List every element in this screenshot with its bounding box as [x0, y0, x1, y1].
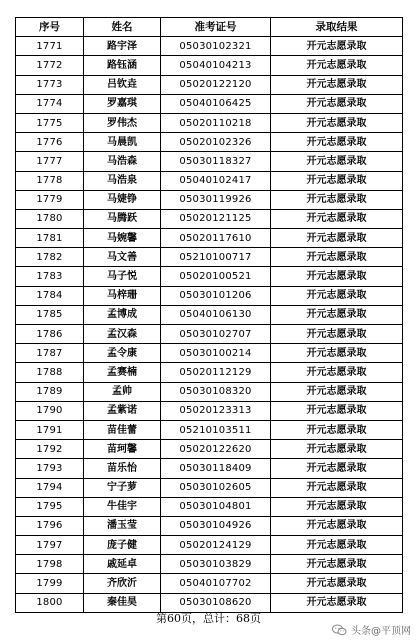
table-row	[16, 420, 403, 439]
table-row	[16, 497, 403, 516]
watermark-text: 头条@平顶网	[351, 626, 411, 637]
table-row	[16, 267, 403, 286]
ticket-number-cell: 05030118409	[161, 459, 271, 478]
name-cell: 罗伟杰	[84, 113, 161, 132]
serial-number-cell: 1787	[16, 344, 84, 363]
serial-number-cell: 1771	[16, 37, 84, 56]
ticket-number-cell: 05210103511	[161, 420, 271, 439]
ticket-number-cell: 05020122620	[161, 440, 271, 459]
admission-results-table	[15, 17, 403, 613]
serial-number-cell: 1779	[16, 190, 84, 209]
ticket-number-cell: 05020122120	[161, 75, 271, 94]
name-cell: 马子悦	[84, 267, 161, 286]
serial-number-cell: 1783	[16, 267, 84, 286]
serial-number-cell: 1797	[16, 536, 84, 555]
serial-number-cell: 1778	[16, 171, 84, 190]
admission-result-cell: 开元志愿录取	[271, 267, 403, 286]
ticket-number-cell: 05020117610	[161, 229, 271, 248]
serial-number-cell: 1773	[16, 75, 84, 94]
admission-result-cell: 开元志愿录取	[271, 171, 403, 190]
name-cell: 马梓珊	[84, 286, 161, 305]
admission-result-cell: 开元志愿录取	[271, 420, 403, 439]
table-row	[16, 574, 403, 593]
table-row	[16, 401, 403, 420]
ticket-number-cell: 05030108620	[161, 593, 271, 612]
page-footer: 第60页，总计：68页	[156, 612, 261, 625]
ticket-number-cell: 05030103829	[161, 555, 271, 574]
table-row	[16, 593, 403, 612]
table-row	[16, 75, 403, 94]
ticket-number-cell: 05030104926	[161, 516, 271, 535]
ticket-number-cell: 05040106425	[161, 94, 271, 113]
name-cell: 孟帅	[84, 382, 161, 401]
ticket-number-cell: 05020121125	[161, 209, 271, 228]
table-row	[16, 37, 403, 56]
admission-result-cell: 开元志愿录取	[271, 209, 403, 228]
name-cell: 马婕铮	[84, 190, 161, 209]
admission-result-cell: 开元志愿录取	[271, 497, 403, 516]
admission-result-cell: 开元志愿录取	[271, 478, 403, 497]
table-header-row	[16, 18, 403, 37]
admission-result-cell: 开元志愿录取	[271, 593, 403, 612]
name-cell: 秦佳昊	[84, 593, 161, 612]
name-cell: 牛佳宇	[84, 497, 161, 516]
serial-number-cell: 1776	[16, 133, 84, 152]
serial-number-cell: 1796	[16, 516, 84, 535]
admission-result-cell: 开元志愿录取	[271, 574, 403, 593]
table-row	[16, 248, 403, 267]
table-row	[16, 113, 403, 132]
name-cell: 马文善	[84, 248, 161, 267]
header-admission-result: 录取结果	[271, 18, 403, 37]
ticket-number-cell: 05020123313	[161, 401, 271, 420]
ticket-number-cell: 05020112129	[161, 363, 271, 382]
ticket-number-cell: 05030100214	[161, 344, 271, 363]
ticket-number-cell: 05030118327	[161, 152, 271, 171]
name-cell: 潘玉莹	[84, 516, 161, 535]
admission-result-cell: 开元志愿录取	[271, 344, 403, 363]
serial-number-cell: 1777	[16, 152, 84, 171]
ticket-number-cell: 05030102321	[161, 37, 271, 56]
name-cell: 路钰涵	[84, 56, 161, 75]
name-cell: 苗珂馨	[84, 440, 161, 459]
admission-result-cell: 开元志愿录取	[271, 363, 403, 382]
admission-sheet	[15, 17, 402, 613]
serial-number-cell: 1799	[16, 574, 84, 593]
ticket-number-cell: 05040102417	[161, 171, 271, 190]
admission-result-cell: 开元志愿录取	[271, 536, 403, 555]
ticket-number-cell: 05040104213	[161, 56, 271, 75]
admission-result-cell: 开元志愿录取	[271, 229, 403, 248]
table-row	[16, 536, 403, 555]
table-row	[16, 344, 403, 363]
name-cell: 苗佳蕾	[84, 420, 161, 439]
table-row	[16, 478, 403, 497]
name-cell: 孟紫诺	[84, 401, 161, 420]
admission-result-cell: 开元志愿录取	[271, 440, 403, 459]
admission-result-cell: 开元志愿录取	[271, 401, 403, 420]
table-row	[16, 459, 403, 478]
header-serial-number: 序号	[16, 18, 84, 37]
name-cell: 宁子萝	[84, 478, 161, 497]
table-body	[16, 37, 403, 613]
serial-number-cell: 1774	[16, 94, 84, 113]
ticket-number-cell: 05030102605	[161, 478, 271, 497]
serial-number-cell: 1784	[16, 286, 84, 305]
name-cell: 马浩泉	[84, 171, 161, 190]
admission-result-cell: 开元志愿录取	[271, 248, 403, 267]
table-row	[16, 209, 403, 228]
admission-result-cell: 开元志愿录取	[271, 56, 403, 75]
admission-result-cell: 开元志愿录取	[271, 190, 403, 209]
name-cell: 戚延卓	[84, 555, 161, 574]
serial-number-cell: 1772	[16, 56, 84, 75]
serial-number-cell: 1788	[16, 363, 84, 382]
ticket-number-cell: 05030101206	[161, 286, 271, 305]
admission-result-cell: 开元志愿录取	[271, 75, 403, 94]
table-row	[16, 325, 403, 344]
table-row	[16, 440, 403, 459]
ticket-number-cell: 05040107702	[161, 574, 271, 593]
header-ticket-number: 准考证号	[161, 18, 271, 37]
header-name: 姓名	[84, 18, 161, 37]
name-cell: 路宇泽	[84, 37, 161, 56]
ticket-number-cell: 05030104801	[161, 497, 271, 516]
table-row	[16, 190, 403, 209]
ticket-number-cell: 05040106130	[161, 305, 271, 324]
admission-result-cell: 开元志愿录取	[271, 305, 403, 324]
name-cell: 马晨凯	[84, 133, 161, 152]
serial-number-cell: 1782	[16, 248, 84, 267]
table-row	[16, 56, 403, 75]
ticket-number-cell: 05020124129	[161, 536, 271, 555]
table-row	[16, 305, 403, 324]
serial-number-cell: 1791	[16, 420, 84, 439]
name-cell: 罗嘉琪	[84, 94, 161, 113]
table-row	[16, 555, 403, 574]
serial-number-cell: 1793	[16, 459, 84, 478]
serial-number-cell: 1792	[16, 440, 84, 459]
serial-number-cell: 1800	[16, 593, 84, 612]
serial-number-cell: 1786	[16, 325, 84, 344]
admission-result-cell: 开元志愿录取	[271, 152, 403, 171]
serial-number-cell: 1775	[16, 113, 84, 132]
name-cell: 孟令康	[84, 344, 161, 363]
name-cell: 孟博成	[84, 305, 161, 324]
ticket-number-cell: 05030102707	[161, 325, 271, 344]
table-row	[16, 286, 403, 305]
table-row	[16, 94, 403, 113]
table-row	[16, 516, 403, 535]
ticket-number-cell: 05020100521	[161, 267, 271, 286]
ticket-number-cell: 05030108320	[161, 382, 271, 401]
name-cell: 马婉馨	[84, 229, 161, 248]
name-cell: 孟汉森	[84, 325, 161, 344]
serial-number-cell: 1781	[16, 229, 84, 248]
table-row	[16, 229, 403, 248]
admission-result-cell: 开元志愿录取	[271, 133, 403, 152]
table-row	[16, 171, 403, 190]
serial-number-cell: 1790	[16, 401, 84, 420]
table-row	[16, 133, 403, 152]
admission-result-cell: 开元志愿录取	[271, 37, 403, 56]
admission-result-cell: 开元志愿录取	[271, 555, 403, 574]
name-cell: 马浩森	[84, 152, 161, 171]
name-cell: 吕钦垚	[84, 75, 161, 94]
admission-result-cell: 开元志愿录取	[271, 286, 403, 305]
name-cell: 庞子健	[84, 536, 161, 555]
serial-number-cell: 1795	[16, 497, 84, 516]
serial-number-cell: 1785	[16, 305, 84, 324]
serial-number-cell: 1798	[16, 555, 84, 574]
serial-number-cell: 1780	[16, 209, 84, 228]
name-cell: 齐欣沂	[84, 574, 161, 593]
ticket-number-cell: 05020102326	[161, 133, 271, 152]
admission-result-cell: 开元志愿录取	[271, 94, 403, 113]
admission-result-cell: 开元志愿录取	[271, 459, 403, 478]
wechat-logo-icon	[332, 624, 347, 636]
admission-result-cell: 开元志愿录取	[271, 382, 403, 401]
table-row	[16, 382, 403, 401]
name-cell: 马腾跃	[84, 209, 161, 228]
watermark	[332, 622, 411, 637]
admission-result-cell: 开元志愿录取	[271, 325, 403, 344]
ticket-number-cell: 05030119926	[161, 190, 271, 209]
name-cell: 苗乐怡	[84, 459, 161, 478]
name-cell: 孟赛楠	[84, 363, 161, 382]
table-row	[16, 363, 403, 382]
serial-number-cell: 1789	[16, 382, 84, 401]
serial-number-cell: 1794	[16, 478, 84, 497]
admission-result-cell: 开元志愿录取	[271, 516, 403, 535]
table-row	[16, 152, 403, 171]
ticket-number-cell: 05020110218	[161, 113, 271, 132]
ticket-number-cell: 05210100717	[161, 248, 271, 267]
admission-result-cell: 开元志愿录取	[271, 113, 403, 132]
